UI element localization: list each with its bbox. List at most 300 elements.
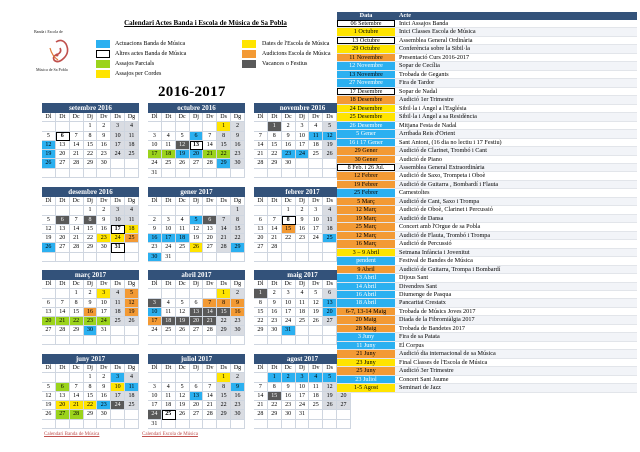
calendar-day[interactable]: 12	[323, 383, 337, 392]
calendar-day[interactable]: 26	[42, 159, 56, 168]
calendar-day[interactable]: 5	[176, 299, 190, 308]
calendar-day[interactable]: 2	[97, 373, 111, 382]
calendar-day[interactable]: 7	[254, 132, 268, 141]
calendar-day[interactable]: 24	[148, 159, 162, 168]
calendar-day[interactable]: 8	[268, 383, 282, 392]
calendar-day[interactable]: 19	[323, 141, 337, 150]
calendar-day[interactable]: 24	[162, 243, 176, 252]
calendar-day[interactable]: 11	[162, 392, 176, 401]
calendar-day[interactable]: 27	[254, 243, 268, 252]
calendar-day[interactable]: 23	[97, 234, 111, 243]
calendar-day[interactable]: 19	[190, 234, 204, 243]
calendar-day[interactable]: 18	[176, 234, 190, 243]
calendar-day[interactable]: 16	[231, 141, 245, 150]
calendar-day[interactable]: 26	[323, 150, 337, 159]
calendar-day[interactable]: 7	[217, 216, 231, 225]
calendar-day[interactable]: 23	[231, 150, 245, 159]
calendar-day[interactable]: 9	[282, 132, 296, 141]
calendar-day[interactable]: 18	[309, 392, 323, 401]
calendar-day[interactable]: 25	[309, 150, 323, 159]
calendar-day[interactable]: 28	[254, 159, 268, 168]
calendar-day[interactable]: 14	[70, 225, 84, 234]
calendar-day[interactable]: 12	[190, 225, 204, 234]
calendar-day[interactable]: 30	[231, 326, 245, 335]
calendar-day[interactable]: 19	[176, 401, 190, 410]
calendar-day[interactable]: 4	[125, 122, 139, 131]
calendar-day[interactable]: 8	[217, 383, 231, 392]
calendar-day[interactable]: 18	[111, 308, 125, 317]
calendar-day[interactable]: 9	[231, 132, 245, 141]
calendar-day[interactable]: 29	[254, 326, 268, 335]
calendar-day[interactable]: 10	[162, 225, 176, 234]
calendar-day[interactable]: 27	[190, 159, 204, 168]
calendar-day[interactable]: 17	[148, 150, 162, 159]
calendar-day[interactable]: 29	[84, 410, 98, 419]
calendar-day[interactable]: 12	[42, 392, 56, 401]
calendar-day[interactable]: 5	[42, 216, 56, 225]
calendar-day[interactable]: 22	[84, 150, 98, 159]
calendar-day[interactable]: 8	[84, 216, 98, 225]
calendar-day[interactable]: 4	[125, 206, 139, 215]
calendar-day[interactable]: 16	[97, 141, 111, 150]
calendar-day[interactable]: 13	[190, 392, 204, 401]
calendar-day[interactable]: 7	[70, 216, 84, 225]
calendar-day[interactable]: 14	[217, 225, 231, 234]
calendar-day[interactable]: 21	[70, 150, 84, 159]
calendar-day[interactable]: 21	[254, 150, 268, 159]
calendar-day[interactable]: 19	[125, 308, 139, 317]
calendar-day[interactable]: 2	[296, 206, 310, 215]
calendar-day[interactable]: 17	[296, 141, 310, 150]
calendar-day[interactable]: 30	[282, 159, 296, 168]
calendar-day[interactable]: 1	[282, 206, 296, 215]
calendar-day[interactable]: 8	[84, 383, 98, 392]
calendar-day[interactable]: 16	[97, 392, 111, 401]
calendar-day[interactable]: 8	[217, 132, 231, 141]
calendar-day[interactable]: 30	[84, 326, 98, 335]
calendar-day[interactable]: 28	[56, 326, 70, 335]
calendar-day[interactable]: 23	[282, 150, 296, 159]
calendar-day[interactable]: 24	[111, 401, 125, 410]
calendar-day[interactable]: 2	[84, 289, 98, 298]
calendar-day[interactable]: 31	[148, 169, 162, 178]
calendar-day[interactable]: 22	[254, 317, 268, 326]
calendar-day[interactable]: 22	[282, 234, 296, 243]
calendar-day[interactable]: 17	[309, 225, 323, 234]
calendar-day[interactable]: 30	[231, 410, 245, 419]
calendar-day[interactable]: 21	[203, 401, 217, 410]
calendar-day[interactable]: 9	[231, 383, 245, 392]
calendar-day[interactable]: 2	[282, 373, 296, 382]
calendar-day[interactable]: 25	[111, 317, 125, 326]
calendar-day[interactable]: 4	[162, 383, 176, 392]
calendar-day[interactable]: 14	[56, 308, 70, 317]
calendar-day[interactable]: 12	[42, 225, 56, 234]
calendar-day[interactable]: 10	[282, 299, 296, 308]
calendar-day[interactable]: 4	[296, 289, 310, 298]
calendar-day[interactable]: 17	[148, 401, 162, 410]
calendar-day[interactable]: 20	[56, 401, 70, 410]
calendar-day[interactable]: 18	[125, 141, 139, 150]
calendar-day[interactable]: 23	[282, 401, 296, 410]
calendar-day[interactable]: 26	[190, 243, 204, 252]
calendar-day[interactable]: 19	[323, 392, 337, 401]
calendar-day[interactable]: 5	[323, 122, 337, 131]
calendar-day[interactable]: 11	[162, 141, 176, 150]
calendar-day[interactable]: 25	[125, 234, 139, 243]
calendar-day[interactable]: 26	[309, 317, 323, 326]
calendar-day[interactable]: 10	[97, 299, 111, 308]
calendar-day[interactable]: 19	[42, 401, 56, 410]
calendar-day[interactable]: 11	[125, 216, 139, 225]
calendar-day[interactable]: 22	[84, 401, 98, 410]
calendar-day[interactable]: 15	[231, 225, 245, 234]
calendar-day[interactable]: 6	[203, 216, 217, 225]
calendar-day[interactable]: 8	[84, 132, 98, 141]
calendar-day[interactable]: 14	[203, 392, 217, 401]
calendar-day[interactable]: 15	[217, 392, 231, 401]
calendar-day[interactable]: 22	[268, 401, 282, 410]
calendar-day[interactable]: 11	[111, 299, 125, 308]
calendar-day[interactable]: 22	[217, 150, 231, 159]
calendar-day[interactable]: 16	[148, 234, 162, 243]
calendar-day[interactable]: 27	[42, 326, 56, 335]
link-calendari-banda[interactable]: Calendari Banda de Música	[44, 432, 100, 437]
calendar-day[interactable]: 24	[111, 234, 125, 243]
calendar-day[interactable]: 1	[254, 289, 268, 298]
calendar-day[interactable]: 15	[268, 392, 282, 401]
calendar-day[interactable]: 29	[70, 326, 84, 335]
calendar-day[interactable]: 3	[296, 122, 310, 131]
calendar-day[interactable]: 21	[268, 234, 282, 243]
calendar-day[interactable]: 24	[148, 326, 162, 335]
calendar-day[interactable]: 15	[254, 308, 268, 317]
calendar-day[interactable]: 25	[162, 410, 176, 419]
calendar-day[interactable]: 12	[176, 308, 190, 317]
calendar-day[interactable]: 6	[190, 132, 204, 141]
calendar-day[interactable]: 20	[190, 317, 204, 326]
calendar-day[interactable]: 13	[190, 308, 204, 317]
calendar-day[interactable]: 20	[254, 234, 268, 243]
calendar-day[interactable]: 10	[296, 383, 310, 392]
calendar-day[interactable]: 23	[148, 243, 162, 252]
calendar-day[interactable]: 23	[97, 401, 111, 410]
calendar-day[interactable]: 16	[268, 308, 282, 317]
calendar-day[interactable]: 4	[323, 206, 337, 215]
calendar-day[interactable]: 29	[268, 410, 282, 419]
calendar-day[interactable]: 7	[203, 383, 217, 392]
calendar-day[interactable]: 23	[231, 401, 245, 410]
calendar-day[interactable]: 26	[125, 317, 139, 326]
calendar-day[interactable]: 8	[231, 216, 245, 225]
calendar-day[interactable]: 14	[203, 308, 217, 317]
calendar-day[interactable]: 27	[56, 243, 70, 252]
calendar-day[interactable]: 10	[111, 132, 125, 141]
calendar-day[interactable]: 7	[203, 132, 217, 141]
calendar-day[interactable]: 13	[56, 225, 70, 234]
calendar-day[interactable]: 27	[190, 326, 204, 335]
calendar-day[interactable]: 6	[56, 216, 70, 225]
calendar-day[interactable]: 10	[111, 383, 125, 392]
calendar-day[interactable]: 17	[111, 141, 125, 150]
calendar-day[interactable]: 15	[84, 392, 98, 401]
calendar-day[interactable]: 7	[254, 383, 268, 392]
calendar-day[interactable]: 1	[84, 206, 98, 215]
calendar-day[interactable]: 20	[190, 150, 204, 159]
calendar-day[interactable]: 15	[70, 308, 84, 317]
calendar-day[interactable]: 27	[203, 243, 217, 252]
calendar-day[interactable]: 9	[148, 225, 162, 234]
calendar-day[interactable]: 2	[231, 373, 245, 382]
calendar-day[interactable]: 19	[176, 150, 190, 159]
calendar-day[interactable]: 29	[217, 410, 231, 419]
calendar-day[interactable]: 12	[176, 392, 190, 401]
calendar-day[interactable]: 3	[309, 206, 323, 215]
calendar-day[interactable]: 14	[254, 141, 268, 150]
calendar-day[interactable]: 31	[97, 326, 111, 335]
calendar-day[interactable]: 25	[125, 150, 139, 159]
calendar-day[interactable]: 5	[42, 383, 56, 392]
calendar-day[interactable]: 15	[84, 225, 98, 234]
calendar-day[interactable]: 3	[148, 299, 162, 308]
calendar-day[interactable]: 27	[56, 410, 70, 419]
calendar-day[interactable]: 13	[42, 308, 56, 317]
calendar-day[interactable]: 20	[42, 317, 56, 326]
calendar-day[interactable]: 16	[296, 225, 310, 234]
calendar-day[interactable]: 11	[296, 299, 310, 308]
calendar-day[interactable]: 10	[148, 308, 162, 317]
calendar-day[interactable]: 26	[42, 243, 56, 252]
calendar-day[interactable]: 15	[84, 141, 98, 150]
calendar-day[interactable]: 17	[296, 392, 310, 401]
calendar-day[interactable]: 12	[125, 299, 139, 308]
calendar-day[interactable]: 31	[282, 326, 296, 335]
calendar-day[interactable]: 21	[203, 150, 217, 159]
calendar-day[interactable]: 1	[84, 373, 98, 382]
calendar-day[interactable]: 18	[125, 225, 139, 234]
calendar-day[interactable]: 14	[254, 392, 268, 401]
calendar-day[interactable]: 29	[217, 159, 231, 168]
calendar-day[interactable]: 4	[162, 299, 176, 308]
calendar-day[interactable]: 2	[231, 122, 245, 131]
calendar-day[interactable]: 28	[203, 159, 217, 168]
calendar-day[interactable]: 14	[70, 141, 84, 150]
calendar-day[interactable]: 8	[268, 132, 282, 141]
calendar-day[interactable]: 24	[282, 317, 296, 326]
calendar-day[interactable]: 18	[296, 308, 310, 317]
calendar-day[interactable]: 3	[111, 373, 125, 382]
calendar-day[interactable]: 31	[111, 243, 125, 252]
calendar-day[interactable]: 1	[268, 122, 282, 131]
link-calendari-escola[interactable]: Calendari Escola de Música	[142, 432, 198, 437]
calendar-day[interactable]: 22	[217, 401, 231, 410]
calendar-day[interactable]: 6	[42, 299, 56, 308]
calendar-day[interactable]: 9	[97, 132, 111, 141]
calendar-day[interactable]: 3	[111, 206, 125, 215]
calendar-day[interactable]: 1	[84, 122, 98, 131]
calendar-day[interactable]: 28	[254, 410, 268, 419]
calendar-day[interactable]: 10	[111, 216, 125, 225]
calendar-day[interactable]: 1	[217, 122, 231, 131]
calendar-day[interactable]: 11	[323, 216, 337, 225]
calendar-day[interactable]: 12	[42, 141, 56, 150]
calendar-day[interactable]: 5	[176, 383, 190, 392]
calendar-day[interactable]: 22	[70, 317, 84, 326]
calendar-day[interactable]: 21	[203, 317, 217, 326]
calendar-day[interactable]: 11	[176, 225, 190, 234]
calendar-day[interactable]: 4	[309, 122, 323, 131]
calendar-day[interactable]: 17	[162, 234, 176, 243]
calendar-day[interactable]: 2	[97, 206, 111, 215]
calendar-day[interactable]: 4	[176, 216, 190, 225]
calendar-day[interactable]: 18	[162, 150, 176, 159]
calendar-day[interactable]: 4	[111, 289, 125, 298]
calendar-day[interactable]: 18	[309, 141, 323, 150]
calendar-day[interactable]: 30	[97, 159, 111, 168]
calendar-day[interactable]: 13	[56, 141, 70, 150]
calendar-day[interactable]: 7	[70, 383, 84, 392]
calendar-day[interactable]: 4	[162, 132, 176, 141]
calendar-day[interactable]: 3	[111, 122, 125, 131]
calendar-day[interactable]: 28	[217, 243, 231, 252]
calendar-day[interactable]: 10	[148, 392, 162, 401]
calendar-day[interactable]: 17	[111, 225, 125, 234]
calendar-day[interactable]: 17	[111, 392, 125, 401]
calendar-day[interactable]: 9	[296, 216, 310, 225]
calendar-day[interactable]: 1	[217, 373, 231, 382]
calendar-day[interactable]: 3	[296, 373, 310, 382]
calendar-day[interactable]: 22	[217, 317, 231, 326]
calendar-day[interactable]: 10	[296, 132, 310, 141]
calendar-day[interactable]: 3	[148, 383, 162, 392]
calendar-day[interactable]: 12	[176, 141, 190, 150]
calendar-day[interactable]: 2	[268, 289, 282, 298]
calendar-day[interactable]: 27	[190, 410, 204, 419]
calendar-day[interactable]: 5	[190, 216, 204, 225]
calendar-day[interactable]: 23	[84, 317, 98, 326]
calendar-day[interactable]: 30	[148, 253, 162, 262]
calendar-day[interactable]: 1	[217, 289, 231, 298]
calendar-day[interactable]: 16	[231, 308, 245, 317]
calendar-day[interactable]: 26	[323, 401, 337, 410]
calendar-day[interactable]: 21	[70, 401, 84, 410]
calendar-day[interactable]: 23	[231, 317, 245, 326]
calendar-day[interactable]: 1	[268, 373, 282, 382]
calendar-day[interactable]: 26	[176, 410, 190, 419]
calendar-day[interactable]: 15	[217, 308, 231, 317]
calendar-day[interactable]: 18	[323, 225, 337, 234]
calendar-day[interactable]: 9	[231, 299, 245, 308]
calendar-day[interactable]: 3	[162, 216, 176, 225]
calendar-day[interactable]: 9	[84, 299, 98, 308]
calendar-day[interactable]: 13	[203, 225, 217, 234]
calendar-day[interactable]: 13	[254, 225, 268, 234]
calendar-day[interactable]: 3	[282, 289, 296, 298]
calendar-day[interactable]: 19	[42, 234, 56, 243]
calendar-day[interactable]: 11	[309, 132, 323, 141]
calendar-day[interactable]: 6	[190, 299, 204, 308]
calendar-day[interactable]: 7	[70, 132, 84, 141]
calendar-day[interactable]: 27	[323, 317, 337, 326]
calendar-day[interactable]: 26	[176, 326, 190, 335]
calendar-day[interactable]: 24	[296, 150, 310, 159]
calendar-day[interactable]: 15	[268, 141, 282, 150]
calendar-day[interactable]: 21	[254, 401, 268, 410]
calendar-day[interactable]: 11	[162, 308, 176, 317]
calendar-day[interactable]: 8	[254, 299, 268, 308]
calendar-day[interactable]: 8	[282, 216, 296, 225]
calendar-day[interactable]: 27	[337, 401, 351, 410]
calendar-day[interactable]: 10	[148, 141, 162, 150]
calendar-day[interactable]: 9	[282, 383, 296, 392]
calendar-day[interactable]: 5	[176, 132, 190, 141]
calendar-day[interactable]: 14	[70, 392, 84, 401]
calendar-day[interactable]: 6	[56, 383, 70, 392]
calendar-day[interactable]: 30	[268, 326, 282, 335]
calendar-day[interactable]: 21	[56, 317, 70, 326]
calendar-day[interactable]: 11	[125, 383, 139, 392]
calendar-day[interactable]: 29	[84, 159, 98, 168]
calendar-day[interactable]: 4	[309, 373, 323, 382]
calendar-day[interactable]: 30	[282, 410, 296, 419]
calendar-day[interactable]: 30	[231, 159, 245, 168]
calendar-day[interactable]: 16	[97, 225, 111, 234]
calendar-day[interactable]: 26	[42, 410, 56, 419]
calendar-day[interactable]: 2	[97, 122, 111, 131]
calendar-day[interactable]: 7	[56, 299, 70, 308]
calendar-day[interactable]: 30	[97, 243, 111, 252]
calendar-day[interactable]: 14	[203, 141, 217, 150]
calendar-day[interactable]: 11	[125, 132, 139, 141]
calendar-day[interactable]: 3	[97, 289, 111, 298]
calendar-day[interactable]: 15	[282, 225, 296, 234]
calendar-day[interactable]: 29	[268, 159, 282, 168]
calendar-day[interactable]: 17	[97, 308, 111, 317]
calendar-day[interactable]: 1	[70, 289, 84, 298]
calendar-day[interactable]: 1	[231, 206, 245, 215]
calendar-day[interactable]: 20	[56, 234, 70, 243]
calendar-day[interactable]: 20	[337, 392, 351, 401]
calendar-day[interactable]: 5	[42, 132, 56, 141]
calendar-day[interactable]: 13	[190, 141, 204, 150]
calendar-day[interactable]: 29	[231, 243, 245, 252]
calendar-day[interactable]: 20	[56, 150, 70, 159]
calendar-day[interactable]: 9	[97, 216, 111, 225]
calendar-day[interactable]: 2	[282, 122, 296, 131]
calendar-day[interactable]: 6	[254, 216, 268, 225]
calendar-day[interactable]: 25	[176, 243, 190, 252]
calendar-day[interactable]: 17	[282, 308, 296, 317]
calendar-day[interactable]: 8	[217, 299, 231, 308]
calendar-day[interactable]: 25	[162, 326, 176, 335]
calendar-day[interactable]: 31	[162, 253, 176, 262]
calendar-day[interactable]: 29	[84, 243, 98, 252]
calendar-day[interactable]: 7	[268, 216, 282, 225]
calendar-day[interactable]: 28	[268, 243, 282, 252]
calendar-day[interactable]: 25	[125, 401, 139, 410]
calendar-day[interactable]: 5	[323, 373, 337, 382]
calendar-day[interactable]: 24	[296, 401, 310, 410]
calendar-day[interactable]: 15	[217, 141, 231, 150]
calendar-day[interactable]: 20	[190, 401, 204, 410]
calendar-day[interactable]: 21	[217, 234, 231, 243]
calendar-day[interactable]: 20	[203, 234, 217, 243]
calendar-day[interactable]: 29	[217, 326, 231, 335]
calendar-day[interactable]: 19	[176, 317, 190, 326]
calendar-day[interactable]: 25	[162, 159, 176, 168]
calendar-day[interactable]: 9	[97, 383, 111, 392]
calendar-day[interactable]: 16	[282, 392, 296, 401]
